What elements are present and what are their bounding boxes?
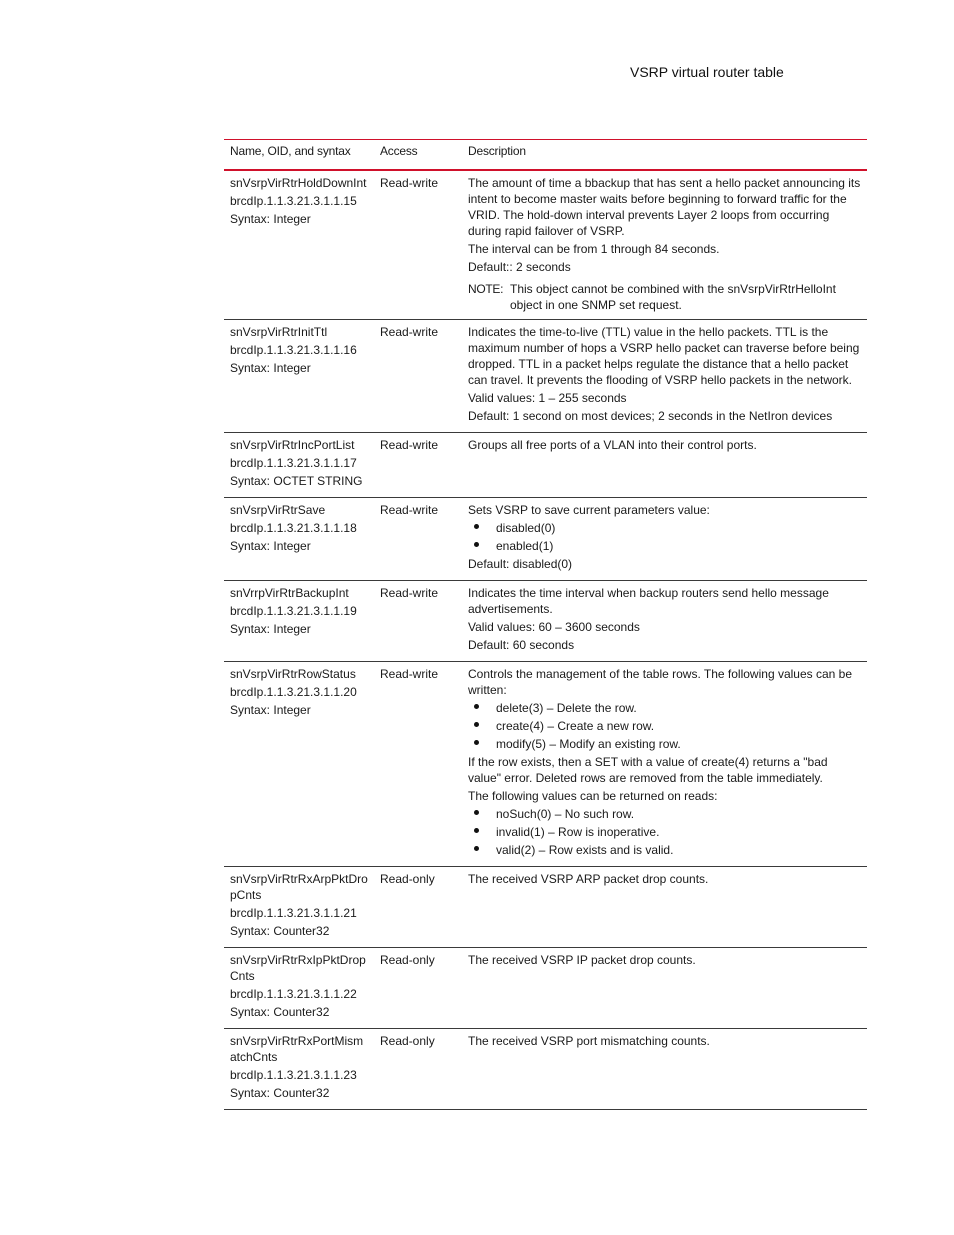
cell-access: Read-write [374, 662, 462, 867]
table-row [224, 948, 867, 1029]
running-header-title: VSRP virtual router table [630, 64, 784, 80]
cell-description [462, 867, 867, 948]
object-name: snVsrpVirRtrSave [230, 503, 326, 517]
cell-description [462, 320, 867, 433]
object-syntax: Syntax: OCTET STRING [230, 474, 363, 488]
object-name: snVsrpVirRtrHoldDownInt [230, 176, 367, 190]
table-header-row [224, 140, 867, 171]
description-paragraph: The interval can be from 1 through 84 seconds. [468, 242, 720, 256]
object-oid: brcdIp.1.1.3.21.3.1.1.19 [230, 604, 357, 618]
bullet-item: noSuch(0) – No such row. [468, 806, 861, 822]
cell-name-oid-syntax [224, 498, 374, 581]
table-row [224, 581, 867, 662]
cell-name-oid-syntax [224, 948, 374, 1029]
table-row [224, 498, 867, 581]
bullet-item: delete(3) – Delete the row. [468, 700, 861, 716]
table-row [224, 170, 867, 320]
object-name: snVsrpVirRtrRowStatus [230, 667, 356, 681]
cell-access: Read-write [374, 320, 462, 433]
description-paragraph: Groups all free ports of a VLAN into their control ports. [468, 438, 757, 452]
table-row [224, 867, 867, 948]
cell-description [462, 433, 867, 498]
object-oid: brcdIp.1.1.3.21.3.1.1.20 [230, 685, 357, 699]
description-paragraph: Valid values: 1 – 255 seconds [468, 391, 627, 405]
note-text: This object cannot be combined with the snVsrpVirRtrHelloInt object in one SNMP set request. [510, 282, 836, 312]
column-header-access: Access [374, 140, 462, 171]
cell-name-oid-syntax [224, 170, 374, 320]
cell-name-oid-syntax [224, 1029, 374, 1110]
cell-access: Read-write [374, 170, 462, 320]
cell-access: Read-write [374, 498, 462, 581]
table-row [224, 662, 867, 867]
description-paragraph: The amount of time a bbackup that has sent a hello packet announcing its intent to become master waits before beginning to forward traffic for the VRID. The hold-down interval prevents Layer 2 loops from occurring during rapid failover of VSRP. [468, 176, 861, 238]
cell-description [462, 1029, 867, 1110]
description-paragraph: The received VSRP port mismatching counts. [468, 1034, 710, 1048]
cell-name-oid-syntax [224, 320, 374, 433]
cell-access: Read-write [374, 581, 462, 662]
cell-description [462, 581, 867, 662]
bullet-item: invalid(1) – Row is inoperative. [468, 824, 861, 840]
mib-object-table [224, 139, 867, 1110]
object-oid: brcdIp.1.1.3.21.3.1.1.22 [230, 987, 357, 1001]
note-label: NOTE: [468, 282, 504, 296]
object-name: snVsrpVirRtrInitTtl [230, 325, 328, 339]
cell-access: Read-only [374, 867, 462, 948]
description-paragraph: Indicates the time-to-live (TTL) value in the hello packets. TTL is the maximum number of hops a VSRP hello packet can traverse before being dropped. TTL in a packet helps regulate the distance that a hello packet can travel. It prevents the flooding of VSRP hello packets in the network. [468, 325, 860, 387]
bullet-item: create(4) – Create a new row. [468, 718, 861, 734]
cell-name-oid-syntax [224, 433, 374, 498]
object-oid: brcdIp.1.1.3.21.3.1.1.23 [230, 1068, 357, 1082]
table-row [224, 433, 867, 498]
cell-access: Read-only [374, 948, 462, 1029]
cell-name-oid-syntax [224, 662, 374, 867]
table-row [224, 1029, 867, 1110]
cell-name-oid-syntax [224, 581, 374, 662]
object-name: snVsrpVirRtrRxIpPktDropCnts [230, 953, 366, 983]
object-syntax: Syntax: Counter32 [230, 1086, 330, 1100]
object-syntax: Syntax: Counter32 [230, 1005, 330, 1019]
cell-access: Read-write [374, 433, 462, 498]
object-name: snVrrpVirRtrBackupInt [230, 586, 349, 600]
description-paragraph: If the row exists, then a SET with a value of create(4) returns a "bad value" error. Deleted rows are removed from the table immediately. [468, 755, 828, 785]
bullet-item: valid(2) – Row exists and is valid. [468, 842, 861, 858]
cell-description [462, 170, 867, 320]
description-paragraph: Sets VSRP to save current parameters value: [468, 503, 710, 517]
table-row [224, 320, 867, 433]
object-oid: brcdIp.1.1.3.21.3.1.1.21 [230, 906, 357, 920]
object-oid: brcdIp.1.1.3.21.3.1.1.17 [230, 456, 357, 470]
object-name: snVsrpVirRtrRxArpPktDropCnts [230, 872, 368, 902]
object-syntax: Syntax: Integer [230, 361, 311, 375]
description-paragraph: Indicates the time interval when backup routers send hello message advertisements. [468, 586, 829, 616]
cell-description [462, 498, 867, 581]
object-syntax: Syntax: Counter32 [230, 924, 330, 938]
cell-description [462, 948, 867, 1029]
bullet-item: disabled(0) [468, 520, 861, 536]
object-name: snVsrpVirRtrIncPortList [230, 438, 355, 452]
bullet-item: enabled(1) [468, 538, 861, 554]
column-header-name: Name, OID, and syntax [224, 140, 374, 171]
object-oid: brcdIp.1.1.3.21.3.1.1.15 [230, 194, 357, 208]
cell-access: Read-only [374, 1029, 462, 1110]
description-paragraph: Controls the management of the table rows. The following values can be written: [468, 667, 852, 697]
object-name: snVsrpVirRtrRxPortMismatchCnts [230, 1034, 364, 1064]
object-syntax: Syntax: Integer [230, 212, 311, 226]
description-paragraph: Default:: 2 seconds [468, 260, 571, 274]
object-oid: brcdIp.1.1.3.21.3.1.1.18 [230, 521, 357, 535]
description-paragraph: The received VSRP ARP packet drop counts. [468, 872, 709, 886]
description-paragraph: The received VSRP IP packet drop counts. [468, 953, 696, 967]
note-block [468, 281, 861, 313]
object-syntax: Syntax: Integer [230, 703, 311, 717]
description-paragraph: Default: 1 second on most devices; 2 seconds in the NetIron devices [468, 409, 833, 423]
object-syntax: Syntax: Integer [230, 622, 311, 636]
bullet-item: modify(5) – Modify an existing row. [468, 736, 861, 752]
object-syntax: Syntax: Integer [230, 539, 311, 553]
object-oid: brcdIp.1.1.3.21.3.1.1.16 [230, 343, 357, 357]
cell-description [462, 662, 867, 867]
cell-name-oid-syntax [224, 867, 374, 948]
description-paragraph: Default: 60 seconds [468, 638, 575, 652]
description-paragraph: Valid values: 60 – 3600 seconds [468, 620, 640, 634]
description-paragraph: Default: disabled(0) [468, 557, 573, 571]
column-header-description: Description [462, 140, 867, 171]
description-paragraph: The following values can be returned on reads: [468, 789, 718, 803]
